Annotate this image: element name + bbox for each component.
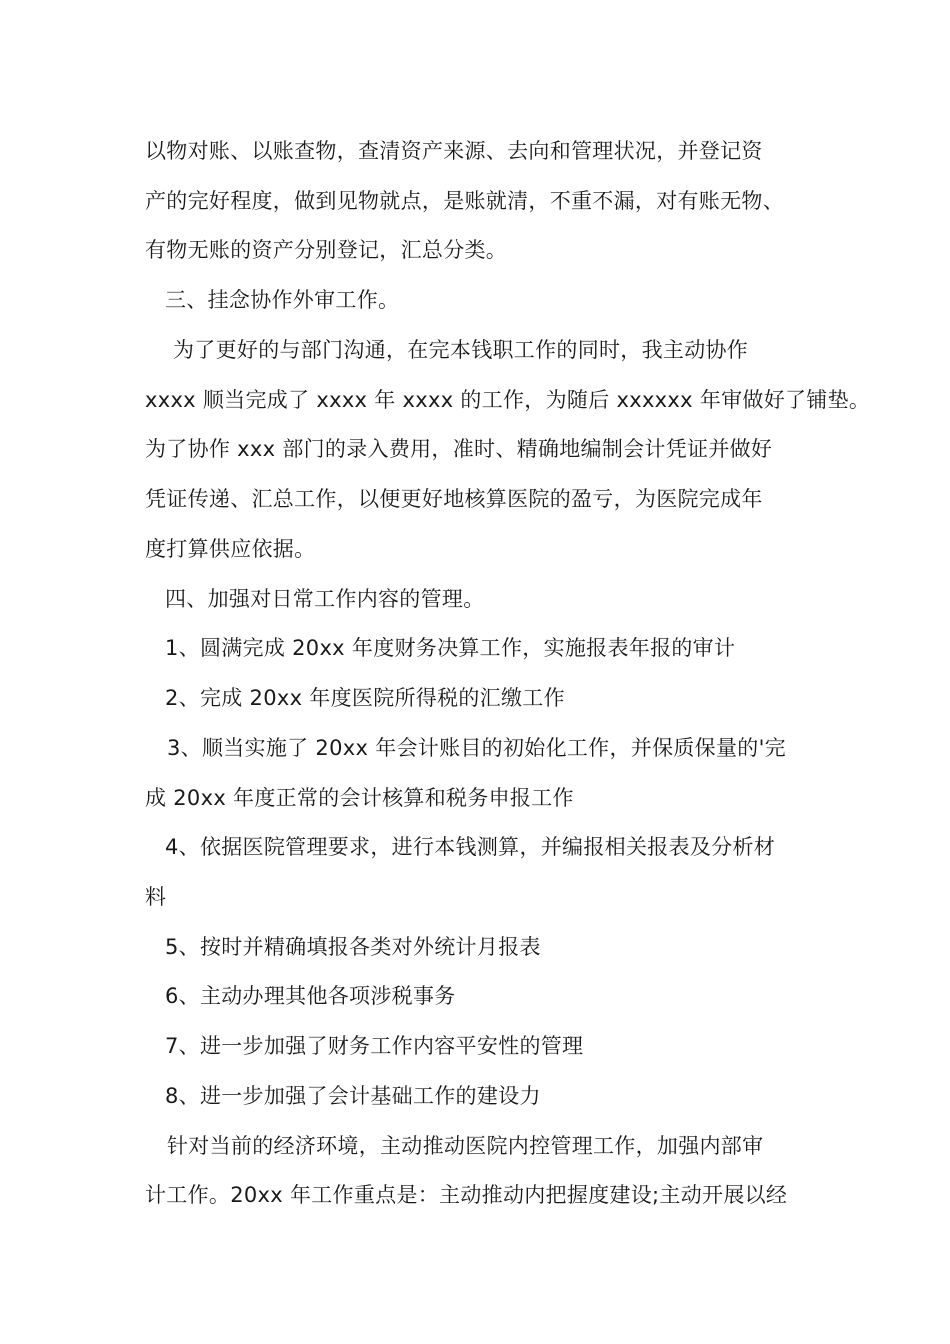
list-item: 5、按时并精确填报各类对外统计月报表 — [165, 935, 541, 959]
section-heading: 三、挂念协作外审工作。 — [165, 288, 400, 312]
list-item: 1、圆满完成 20xx 年度财务决算工作，实施报表年报的审计 — [165, 636, 736, 660]
paragraph-line: 计工作。20xx 年工作重点是：主动推动内把握度建设;主动开展以经 — [145, 1183, 788, 1207]
list-item: 6、主动办理其他各项涉税事务 — [165, 984, 456, 1008]
list-item: 4、依据医院管理要求，进行本钱测算，并编报相关报表及分析材 — [165, 835, 776, 859]
list-item-continuation: 料 — [145, 885, 167, 909]
paragraph-line: 有物无账的资产分别登记，汇总分类。 — [145, 238, 508, 262]
paragraph-line: 为了更好的与部门沟通，在完本钱职工作的同时，我主动协作 — [173, 338, 749, 362]
list-item: 3、顺当实施了 20xx 年会计账目的初始化工作，并保质保量的'完 — [167, 736, 786, 760]
list-item: 8、进一步加强了会计基础工作的建设力 — [165, 1084, 541, 1108]
paragraph-line: 以物对账、以账查物，查清资产来源、去向和管理状况，并登记资 — [145, 139, 763, 163]
paragraph-line: xxxx 顺当完成了 xxxx 年 xxxx 的工作，为随后 xxxxxx 年审做好了铺垫。 — [145, 388, 871, 412]
paragraph-line: 度打算供应依据。 — [145, 537, 316, 561]
paragraph-line: 凭证传递、汇总工作，以便更好地核算医院的盈亏，为医院完成年 — [145, 487, 763, 511]
list-item-continuation: 成 20xx 年度正常的会计核算和税务申报工作 — [145, 786, 574, 810]
paragraph-line: 针对当前的经济环境，主动推动医院内控管理工作，加强内部审 — [167, 1134, 764, 1158]
list-item: 2、完成 20xx 年度医院所得税的汇缴工作 — [165, 686, 565, 710]
paragraph-line: 产的完好程度，做到见物就点，是账就清，不重不漏，对有账无物、 — [145, 189, 784, 213]
section-heading: 四、加强对日常工作内容的管理。 — [165, 587, 485, 611]
paragraph-line: 为了协作 xxx 部门的录入费用，准时、精确地编制会计凭证并做好 — [145, 437, 773, 461]
list-item: 7、进一步加强了财务工作内容平安性的管理 — [165, 1034, 584, 1058]
